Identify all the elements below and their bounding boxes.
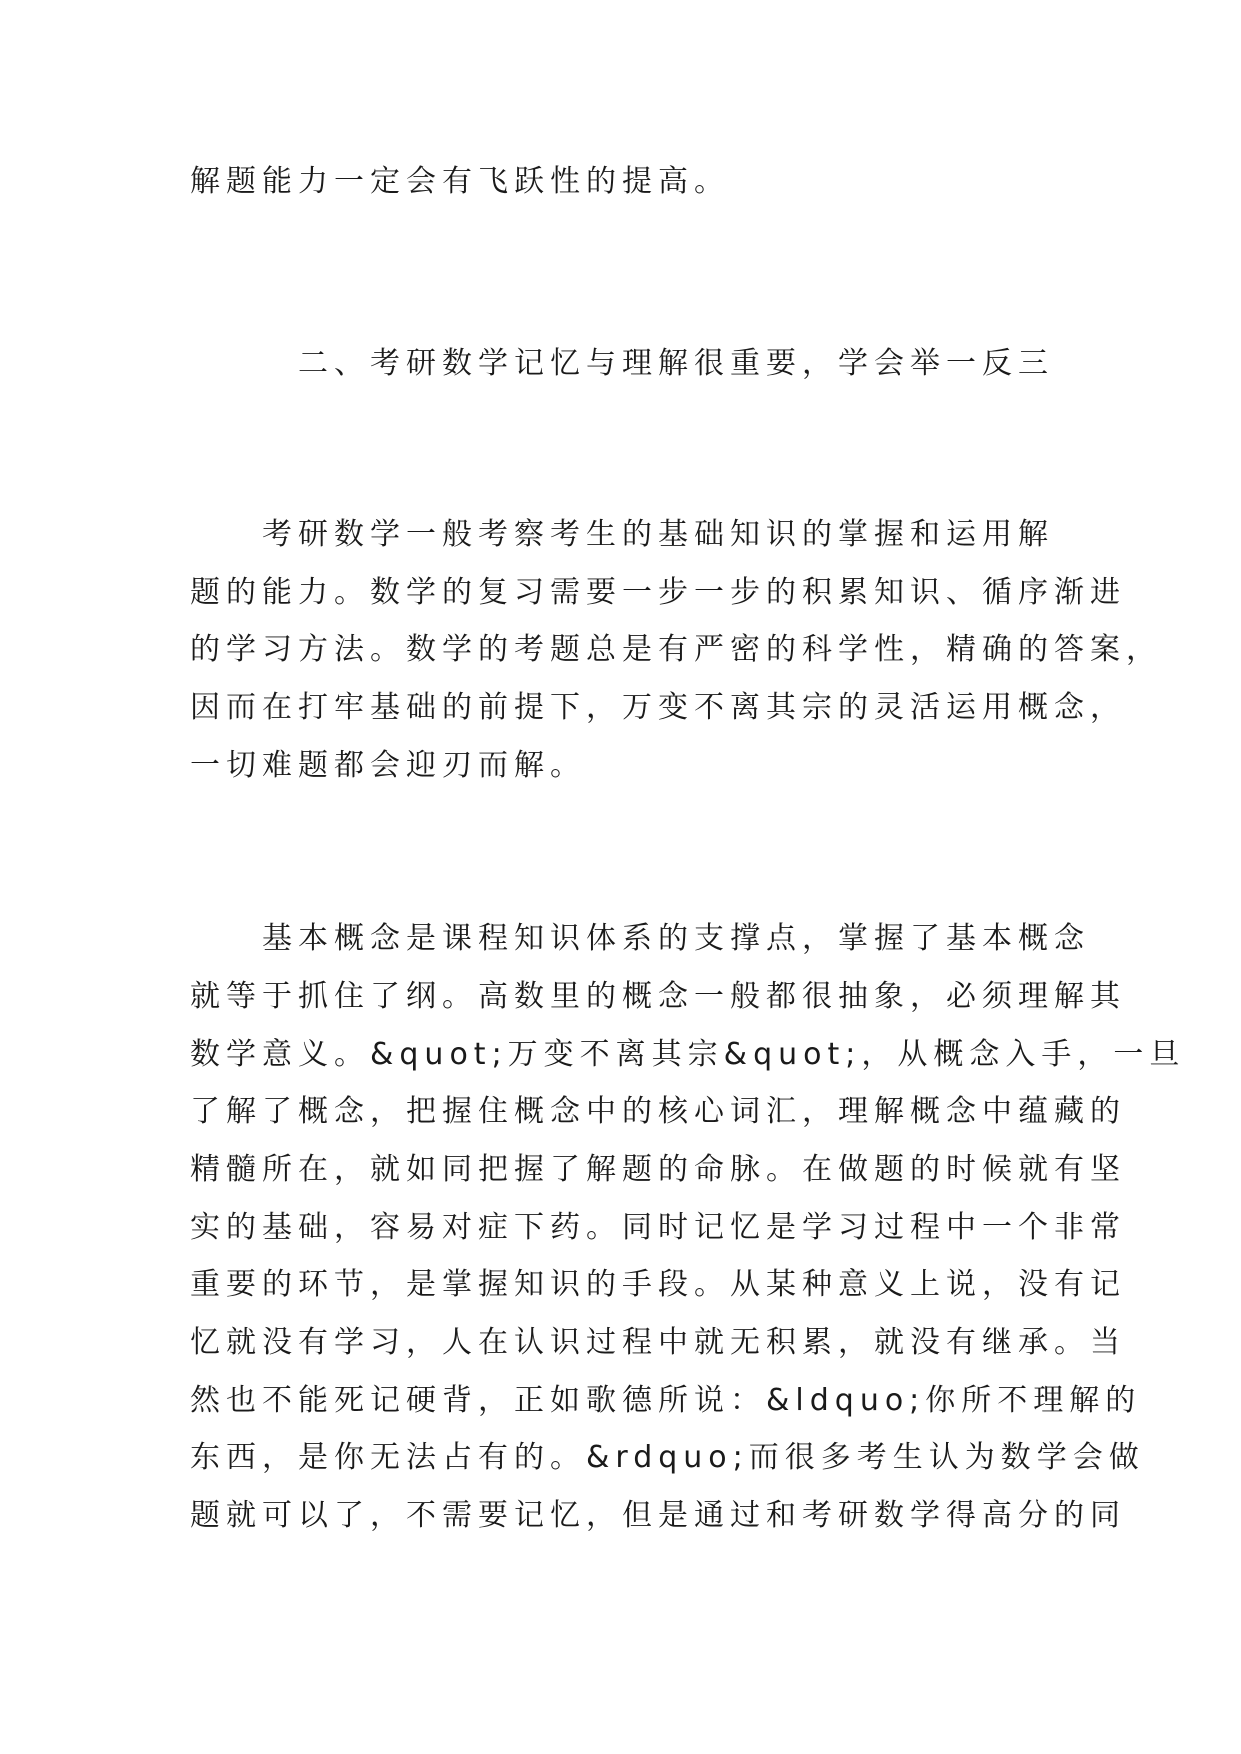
paragraph-line: 实的基础，容易对症下药。同时记忆是学习过程中一个非常 (190, 1210, 1126, 1245)
paragraph-line: 数学意义。&quot;万变不离其宗&quot;，从概念入手，一旦 (190, 1037, 1186, 1072)
paragraph-line: 题就可以了，不需要记忆，但是通过和考研数学得高分的同 (190, 1498, 1126, 1533)
paragraph-line: 忆就没有学习，人在认识过程中就无积累，就没有继承。当 (190, 1325, 1126, 1360)
paragraph-line: 基本概念是课程知识体系的支撑点，掌握了基本概念 (190, 921, 1090, 956)
paragraph-line: 了解了概念，把握住概念中的核心词汇，理解概念中蕴藏的 (190, 1094, 1126, 1129)
paragraph-line: 重要的环节，是掌握知识的手段。从某种意义上说，没有记 (190, 1267, 1126, 1302)
paragraph-line: 就等于抓住了纲。高数里的概念一般都很抽象，必须理解其 (190, 979, 1126, 1014)
paragraph-line: 的学习方法。数学的考题总是有严密的科学性，精确的答案， (190, 632, 1162, 667)
paragraph-line: 因而在打牢基础的前提下，万变不离其宗的灵活运用概念， (190, 690, 1126, 725)
paragraph-line: 一切难题都会迎刃而解。 (190, 748, 586, 783)
section-heading: 二、考研数学记忆与理解很重要，学会举一反三 (298, 346, 1054, 381)
paragraph-line: 精髓所在，就如同把握了解题的命脉。在做题的时候就有坚 (190, 1152, 1126, 1187)
paragraph-line: 考研数学一般考察考生的基础知识的掌握和运用解 (190, 517, 1054, 552)
paragraph-line: 题的能力。数学的复习需要一步一步的积累知识、循序渐进 (190, 575, 1126, 610)
paragraph-line: 然也不能死记硬背，正如歌德所说：&ldquo;你所不理解的 (190, 1383, 1142, 1418)
paragraph-line: 解题能力一定会有飞跃性的提高。 (190, 164, 730, 199)
paragraph-line: 东西，是你无法占有的。&rdquo;而很多考生认为数学会做 (190, 1440, 1145, 1475)
